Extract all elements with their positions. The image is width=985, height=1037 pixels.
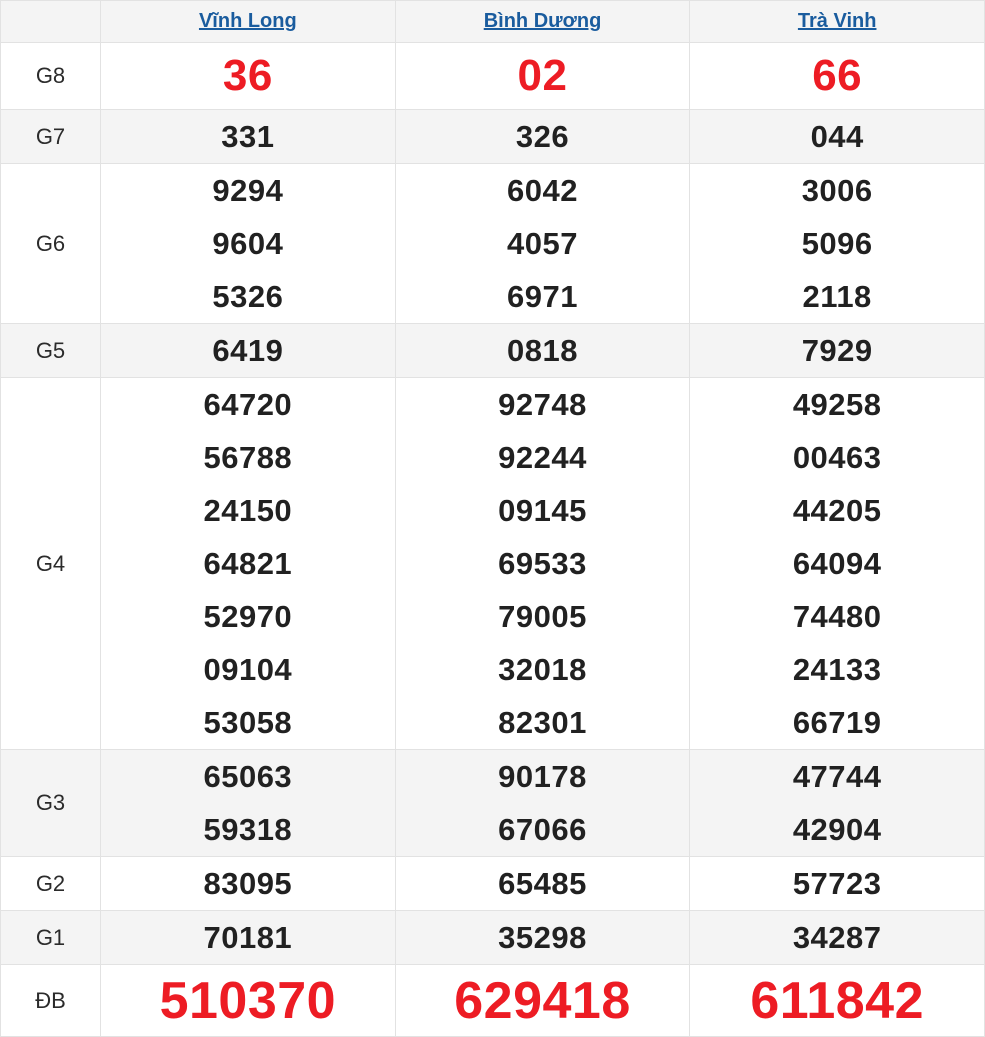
prize-label-g7: G7 (35, 123, 66, 149)
prize-value: 331 (221, 118, 275, 154)
prize-value: 34287 (792, 919, 882, 955)
prize-value: 510370 (159, 971, 337, 1030)
prize-value: 67066 (498, 811, 587, 847)
prize-cell-g5-col0 (100, 324, 395, 377)
prize-value: 90178 (498, 758, 587, 794)
prize-value: 44205 (792, 492, 882, 528)
prize-row-g1 (1, 910, 984, 964)
prize-value: 74480 (792, 598, 882, 634)
prize-row-g8 (1, 42, 984, 109)
prize-value: 56788 (203, 439, 293, 475)
prize-value: 64094 (792, 545, 882, 581)
prize-row-g7 (1, 109, 984, 163)
prize-value: 00463 (792, 439, 882, 475)
prize-cell-g5-col1 (395, 324, 690, 377)
prize-value: 83095 (203, 865, 293, 901)
prize-cell-g1-col1 (395, 911, 690, 964)
prize-value: 326 (515, 118, 570, 154)
prize-cell-g2-col1 (395, 857, 690, 910)
prize-value: 32018 (498, 651, 587, 687)
prize-value: 47744 (792, 758, 882, 794)
prize-value: 02 (517, 51, 568, 100)
prize-label-g2: G2 (35, 870, 66, 896)
prize-label-g1: G1 (35, 924, 66, 950)
prize-value: 6042 (507, 172, 578, 208)
prize-value: 0818 (507, 332, 578, 368)
prize-cell-g6-col1 (395, 164, 690, 323)
prize-value: 65485 (498, 865, 587, 901)
prize-value: 66 (812, 51, 863, 100)
table-header-row (1, 1, 984, 42)
prize-value: 09145 (498, 492, 587, 528)
prize-cell-g2-col2 (689, 857, 984, 910)
prize-cell-g3-col2 (689, 750, 984, 856)
prize-value: 65063 (203, 758, 293, 794)
prize-label-g8: G8 (35, 63, 66, 88)
prize-value: 49258 (792, 386, 882, 422)
prize-row-g3 (1, 749, 984, 856)
prize-cell-g8-col2 (689, 43, 984, 109)
prize-value: 64720 (203, 386, 293, 422)
prize-value: 52970 (203, 598, 293, 634)
prize-value: 42904 (792, 811, 882, 847)
prize-row-g4 (1, 377, 984, 749)
prize-cell-g8-col1 (395, 43, 690, 109)
prize-label-g3: G3 (35, 790, 66, 815)
prize-value: 69533 (498, 545, 587, 581)
prize-cell-g7-col0 (100, 110, 395, 163)
prize-value: 044 (810, 118, 864, 154)
prize-value: 82301 (498, 704, 587, 740)
header-corner-cell (1, 1, 100, 42)
prize-cell-g1-col0 (100, 911, 395, 964)
prize-value: 79005 (498, 598, 587, 634)
column-header-vinh-long[interactable]: Vĩnh Long (100, 1, 395, 42)
prize-value: 5326 (212, 278, 284, 314)
prize-cell-g7-col2 (689, 110, 984, 163)
prize-value: 4057 (507, 225, 578, 261)
prize-cell-g5-col2 (689, 324, 984, 377)
prize-value: 2118 (802, 278, 872, 314)
prize-value: 5096 (801, 225, 873, 261)
prize-value: 09104 (203, 651, 293, 687)
prize-value: 66719 (792, 704, 882, 740)
prize-value: 7929 (801, 332, 873, 368)
prize-value: 24150 (203, 492, 293, 528)
prize-cell-g4-col2 (689, 378, 984, 749)
prize-cell-g4-col1 (395, 378, 690, 749)
prize-row-g2 (1, 856, 984, 910)
prize-value: 629418 (454, 971, 631, 1030)
prize-value: 24133 (792, 651, 882, 687)
prize-value: 6419 (212, 332, 284, 368)
prize-cell-g2-col0 (100, 857, 395, 910)
prize-cell-db-col0 (100, 965, 395, 1036)
prize-value: 35298 (498, 919, 587, 955)
prize-value: 59318 (203, 811, 293, 847)
column-header-binh-duong[interactable]: Bình Dương (395, 1, 690, 42)
prize-cell-g6-col2 (689, 164, 984, 323)
prize-label-db: ĐB (35, 987, 66, 1013)
prize-row-g6 (1, 163, 984, 323)
prize-row-g5 (1, 323, 984, 377)
prize-cell-g3-col0 (100, 750, 395, 856)
prize-cell-db-col1 (395, 965, 690, 1036)
prize-value: 53058 (203, 704, 293, 740)
prize-value: 92244 (498, 439, 587, 475)
prize-cell-g3-col1 (395, 750, 690, 856)
prize-label-g4: G4 (35, 550, 66, 576)
prize-value: 36 (222, 51, 273, 100)
prize-value: 70181 (203, 919, 293, 955)
prize-value: 9294 (212, 172, 284, 208)
prize-cell-g7-col1 (395, 110, 690, 163)
prize-value: 3006 (801, 172, 873, 208)
prize-cell-g1-col2 (689, 911, 984, 964)
prize-value: 92748 (498, 386, 587, 422)
prize-label-g5: G5 (35, 337, 66, 363)
prize-value: 6971 (507, 278, 578, 314)
prize-cell-db-col2 (689, 965, 984, 1036)
prize-value: 611842 (750, 971, 924, 1030)
prize-cell-g4-col0 (100, 378, 395, 749)
column-header-tra-vinh[interactable]: Trà Vinh (689, 1, 984, 42)
prize-value: 57723 (792, 865, 882, 901)
prize-cell-g8-col0 (100, 43, 395, 109)
prize-row-db (1, 964, 984, 1036)
prize-label-g6: G6 (35, 230, 66, 256)
prize-cell-g6-col0 (100, 164, 395, 323)
prize-value: 64821 (203, 545, 293, 581)
prize-value: 9604 (212, 225, 284, 261)
